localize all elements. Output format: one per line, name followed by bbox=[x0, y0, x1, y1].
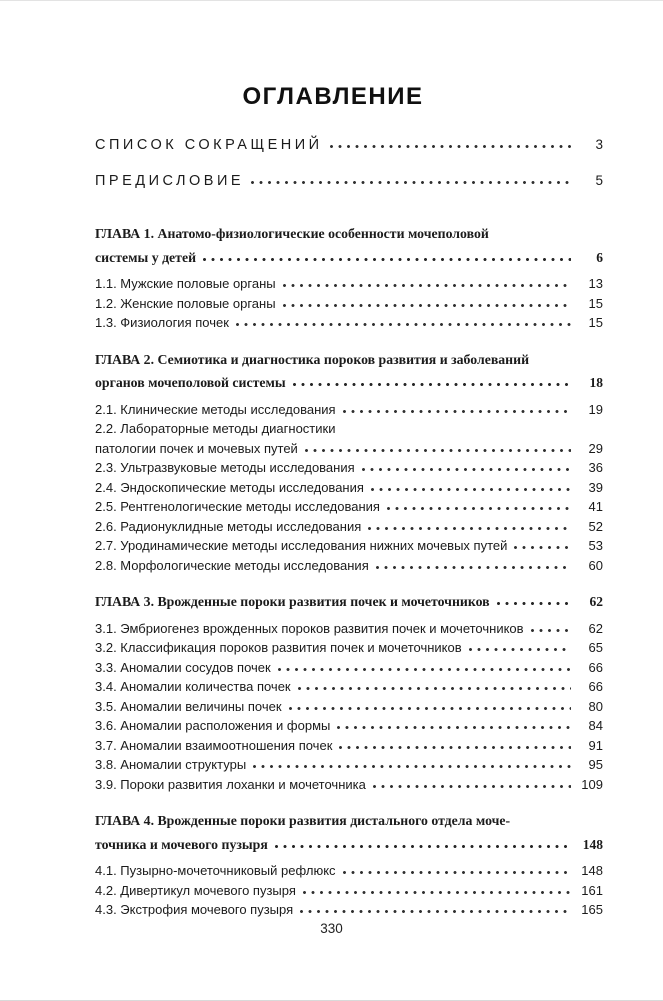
toc-entry bbox=[95, 658, 603, 678]
toc-entry-page: 62 bbox=[589, 594, 603, 609]
toc-list bbox=[95, 135, 603, 920]
toc-entry-lastline bbox=[95, 900, 603, 920]
toc-entry-label: 3.8. Аномалии структуры bbox=[95, 757, 247, 772]
toc-entry-lastline bbox=[95, 313, 603, 333]
dot-leader bbox=[303, 890, 571, 895]
toc-entry-lastline bbox=[95, 294, 603, 314]
toc-entry-lastline bbox=[95, 274, 603, 294]
toc-entry bbox=[95, 809, 603, 856]
dot-leader bbox=[376, 565, 571, 570]
dot-leader bbox=[362, 467, 571, 472]
dot-leader bbox=[387, 506, 571, 511]
toc-entry-lastline bbox=[95, 736, 603, 756]
toc-entry-lastline bbox=[95, 775, 603, 795]
dot-leader bbox=[531, 628, 571, 633]
toc-entry-lastline bbox=[95, 716, 603, 736]
dot-leader bbox=[278, 667, 571, 672]
toc-entry-label: 1.2. Женские половые органы bbox=[95, 295, 276, 311]
toc-entry-page: 41 bbox=[588, 499, 603, 514]
toc-entry bbox=[95, 478, 603, 498]
toc-entry-label: системы у детей bbox=[95, 249, 197, 265]
toc-entry-lastline bbox=[95, 755, 603, 775]
toc-entry bbox=[95, 517, 603, 537]
toc-entry-preline: ГЛАВА 4. Врожденные пороки развития дистального отдела моче- bbox=[95, 813, 511, 828]
toc-entry bbox=[95, 697, 603, 717]
toc-entry-label: 3.6. Аномалии расположения и формы bbox=[95, 718, 331, 733]
dot-leader bbox=[330, 144, 571, 149]
toc-entry-label: 2.7. Уродинамические методы исследования нижних мочевых путей bbox=[95, 538, 508, 553]
toc-entry-label: 4.3. Экстрофия мочевого пузыря bbox=[95, 902, 294, 917]
toc-entry-page: 53 bbox=[588, 538, 603, 553]
toc-entry-page: 148 bbox=[582, 836, 603, 852]
toc-entry-page: 84 bbox=[588, 718, 603, 733]
toc-entry-label: 1.1. Мужские половые органы bbox=[95, 276, 276, 291]
toc-entry bbox=[95, 458, 603, 478]
toc-entry-label: 3.9. Пороки развития лоханки и мочеточника bbox=[95, 776, 366, 792]
toc-entry-lastline bbox=[95, 861, 603, 881]
toc-entry-lastline bbox=[95, 517, 603, 537]
toc-entry-lastline bbox=[95, 556, 603, 576]
toc-entry-page: 5 bbox=[595, 173, 603, 188]
toc-entry-lastline bbox=[95, 619, 603, 639]
folio-page-number: 330 bbox=[320, 921, 343, 936]
toc-entry-label: точника и мочевого пузыря bbox=[95, 836, 268, 852]
toc-entry bbox=[95, 677, 603, 697]
toc-entry-page: 39 bbox=[588, 479, 603, 495]
toc-entry-page: 66 bbox=[588, 679, 603, 694]
toc-entry-lastline bbox=[95, 881, 603, 901]
toc-entry bbox=[95, 135, 603, 155]
toc-entry-label: 2.3. Ультразвуковые методы исследования bbox=[95, 460, 355, 475]
toc-entry-page: 52 bbox=[588, 518, 603, 534]
toc-entry bbox=[95, 736, 603, 756]
toc-entry-page: 13 bbox=[588, 276, 603, 291]
toc-entry bbox=[95, 274, 603, 294]
toc-entry bbox=[95, 171, 603, 191]
toc-entry-label: 3.3. Аномалии сосудов почек bbox=[95, 659, 271, 675]
toc-entry-page: 18 bbox=[589, 375, 603, 390]
toc-entry-label: 4.2. Дивертикул мочевого пузыря bbox=[95, 882, 296, 898]
toc-entry-lastline bbox=[95, 536, 603, 556]
toc-entry bbox=[95, 590, 603, 614]
dot-leader bbox=[293, 382, 571, 387]
toc-entry-label: органов мочеполовой системы bbox=[95, 375, 286, 390]
toc-entry-lastline bbox=[95, 497, 603, 517]
toc-entry bbox=[95, 900, 603, 920]
toc-entry-lastline bbox=[95, 697, 603, 717]
toc-entry-lastline bbox=[95, 171, 603, 191]
toc-entry-label: 4.1. Пузырно-мочеточниковый рефлюкс bbox=[95, 863, 336, 878]
toc-entry-page: 19 bbox=[588, 401, 603, 417]
toc-entry-label: 2.8. Морфологические методы исследования bbox=[95, 557, 369, 573]
dot-leader bbox=[305, 448, 571, 453]
toc-entry-label: 3.7. Аномалии взаимоотношения почек bbox=[95, 737, 333, 753]
toc-entry-page: 36 bbox=[588, 460, 603, 475]
toc-entry bbox=[95, 294, 603, 314]
toc-entry-page: 3 bbox=[595, 137, 603, 152]
toc-entry bbox=[95, 348, 603, 395]
toc-entry-page: 62 bbox=[588, 620, 603, 636]
toc-entry bbox=[95, 881, 603, 901]
toc-entry bbox=[95, 638, 603, 658]
toc-entry-label: 2.1. Клинические методы исследования bbox=[95, 401, 336, 417]
dot-leader bbox=[373, 784, 571, 789]
toc-entry-page: 60 bbox=[588, 557, 603, 573]
dot-leader bbox=[253, 764, 571, 769]
toc-entry bbox=[95, 497, 603, 517]
dot-leader bbox=[497, 601, 571, 606]
dot-leader bbox=[283, 283, 571, 288]
toc-entry-label: 3.5. Аномалии величины почек bbox=[95, 698, 282, 714]
toc-entry-lastline bbox=[95, 833, 603, 857]
toc-entry bbox=[95, 716, 603, 736]
dot-leader bbox=[343, 409, 571, 414]
toc-entry bbox=[95, 419, 603, 458]
toc-entry bbox=[95, 556, 603, 576]
toc-entry-lastline bbox=[95, 658, 603, 678]
dot-leader bbox=[368, 526, 571, 531]
toc-entry-page: 15 bbox=[588, 295, 603, 311]
toc-entry-label: 2.4. Эндоскопические методы исследования bbox=[95, 479, 364, 495]
toc-entry-page: 91 bbox=[588, 737, 603, 753]
dot-leader bbox=[339, 745, 571, 750]
dot-leader bbox=[203, 257, 571, 262]
toc-entry-page: 109 bbox=[581, 776, 603, 792]
toc-entry-label: ПРЕДИСЛОВИЕ bbox=[95, 173, 245, 189]
toc-entry-page: 165 bbox=[581, 902, 603, 917]
toc-entry bbox=[95, 861, 603, 881]
toc-entry-lastline bbox=[95, 478, 603, 498]
dot-leader bbox=[343, 870, 571, 875]
dot-leader bbox=[298, 686, 571, 691]
toc-entry-label: 2.6. Радионуклидные методы исследования bbox=[95, 518, 362, 534]
toc-entry-lastline bbox=[95, 638, 603, 658]
toc-entry-preline: ГЛАВА 1. Анатомо-физиологические особенности мочеполовой bbox=[95, 226, 489, 241]
dot-leader bbox=[236, 322, 571, 327]
toc-entry-label: 3.2. Классификация пороков развития почек и мочеточников bbox=[95, 640, 462, 655]
toc-entry-lastline bbox=[95, 458, 603, 478]
toc-entry-preline: ГЛАВА 2. Семиотика и диагностика пороков развития и заболеваний bbox=[95, 351, 530, 367]
toc-entry-label: патологии почек и мочевых путей bbox=[95, 440, 298, 456]
dot-leader bbox=[283, 303, 571, 308]
toc-entry bbox=[95, 222, 603, 269]
toc-entry-page: 6 bbox=[596, 249, 603, 265]
toc-entry-preline: 2.2. Лабораторные методы диагностики bbox=[95, 421, 336, 436]
toc-entry bbox=[95, 755, 603, 775]
dot-leader bbox=[275, 844, 571, 849]
dot-leader bbox=[289, 706, 571, 711]
toc-entry-page: 29 bbox=[588, 440, 603, 456]
toc-entry-page: 66 bbox=[588, 659, 603, 675]
toc-entry bbox=[95, 536, 603, 556]
dot-leader bbox=[514, 545, 571, 550]
page-title: ОГЛАВЛЕНИЕ bbox=[242, 83, 424, 110]
dot-leader bbox=[469, 647, 571, 652]
toc-entry-label: СПИСОК СОКРАЩЕНИЙ bbox=[95, 137, 323, 153]
toc-entry-lastline bbox=[95, 677, 603, 697]
toc-entry bbox=[95, 619, 603, 639]
toc-entry-label: 3.4. Аномалии количества почек bbox=[95, 679, 291, 694]
toc-entry-label: 3.1. Эмбриогенез врожденных пороков развития почек и мочеточников bbox=[95, 620, 524, 636]
toc-entry bbox=[95, 400, 603, 420]
toc-entry-lastline bbox=[95, 400, 603, 420]
toc-entry-page: 148 bbox=[581, 863, 603, 878]
toc-entry-lastline bbox=[95, 246, 603, 270]
toc-entry-page: 15 bbox=[588, 315, 603, 330]
toc-entry-lastline bbox=[95, 135, 603, 155]
dot-leader bbox=[300, 909, 571, 914]
toc-entry-label: ГЛАВА 3. Врожденные пороки развития почек и мочеточников bbox=[95, 594, 490, 609]
toc-entry-page: 65 bbox=[588, 640, 603, 655]
toc-entry-label: 1.3. Физиология почек bbox=[95, 315, 229, 330]
toc-entry-page: 95 bbox=[588, 757, 603, 772]
dot-leader bbox=[337, 725, 571, 730]
dot-leader bbox=[371, 487, 571, 492]
toc-entry-label: 2.5. Рентгенологические методы исследования bbox=[95, 499, 380, 514]
toc-entry-lastline bbox=[95, 590, 603, 614]
toc-entry bbox=[95, 775, 603, 795]
toc-entry-lastline bbox=[95, 371, 603, 395]
toc-entry bbox=[95, 313, 603, 333]
dot-leader bbox=[251, 180, 571, 185]
toc-entry-lastline bbox=[95, 439, 603, 459]
toc-entry-page: 161 bbox=[581, 882, 603, 898]
toc-entry-page: 80 bbox=[588, 698, 603, 714]
